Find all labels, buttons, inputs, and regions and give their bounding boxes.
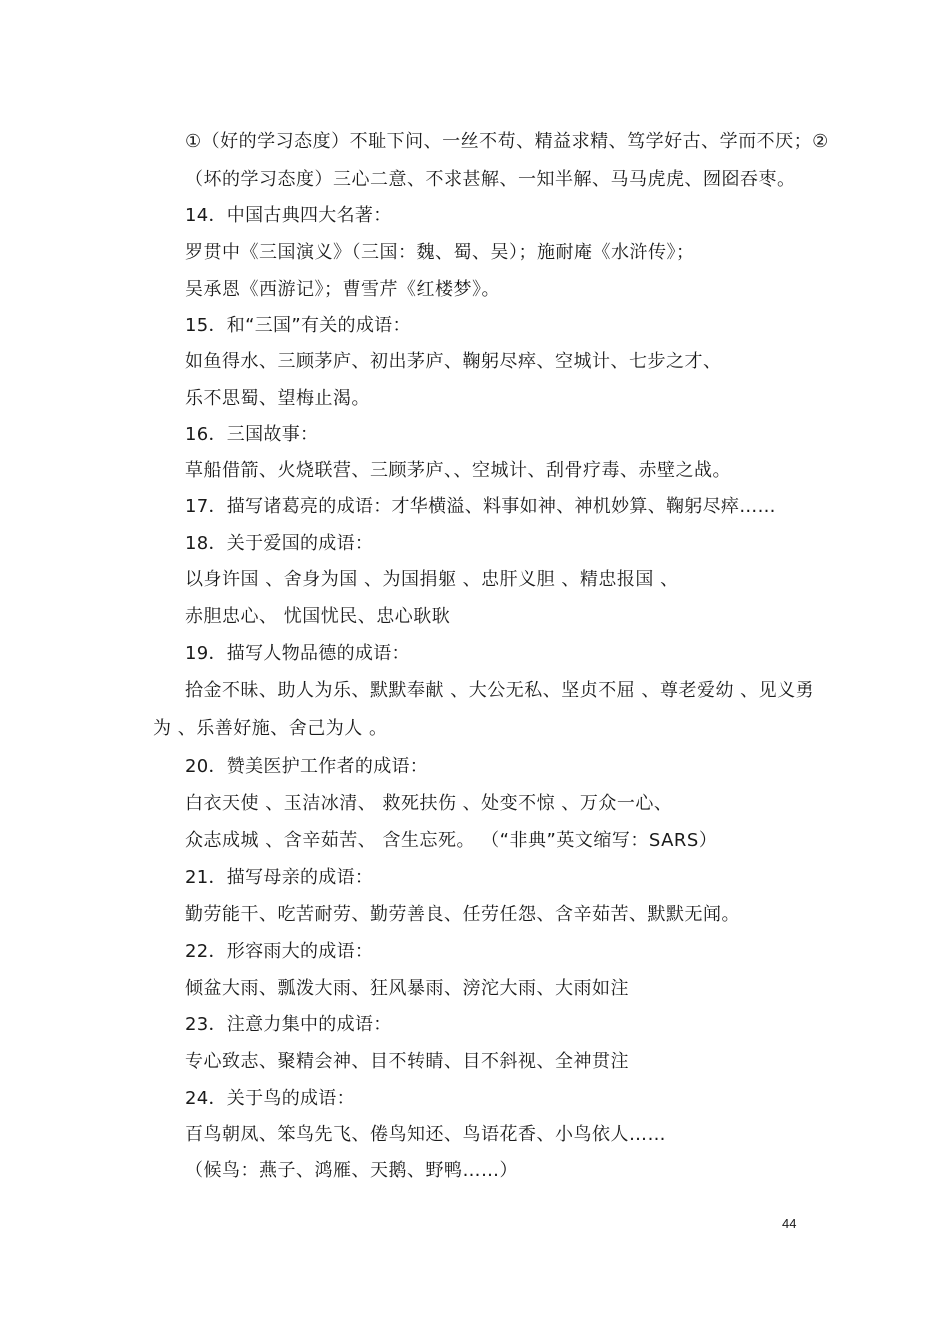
text-line-medical-2: 众志成城 、含辛茹苦、 含生忘死。 （“非典”英文缩写：SARS）: [185, 830, 718, 851]
text-line-classics-1: 罗贯中《三国演义》（三国：魏、蜀、吴）；施耐庵《水浒传》；: [185, 242, 695, 263]
heading-22: 22．形容雨大的成语：: [185, 941, 374, 962]
text-line-three-kingdoms-idioms-1: 如鱼得水、三顾茅庐、初出茅庐、鞠躬尽瘁、空城计、七步之才、: [185, 351, 722, 372]
text-line-birds: 百鸟朝凤、笨鸟先飞、倦鸟知还、鸟语花香、小鸟依人……: [185, 1124, 666, 1145]
heading-16: 16．三国故事：: [185, 424, 319, 445]
text-line-patriotism-2: 赤胆忠心、 忧国忧民、忠心耿耿: [185, 606, 451, 627]
text-line-mother: 勤劳能干、吃苦耐劳、勤劳善良、任劳任怨、含辛茹苦、默默无闻。: [185, 904, 740, 925]
heading-20: 20．赞美医护工作者的成语：: [185, 756, 429, 777]
text-line-heavy-rain: 倾盆大雨、瓢泼大雨、狂风暴雨、滂沱大雨、大雨如注: [185, 978, 629, 999]
heading-24: 24．关于鸟的成语：: [185, 1088, 355, 1109]
text-line-virtue-1: 拾金不昧、助人为乐、默默奉献 、大公无私、坚贞不屈 、尊老爱幼 、见义勇: [185, 680, 815, 701]
text-line-study-attitude: ①（好的学习态度）不耻下问、一丝不苟、精益求精、笃学好古、学而不厌；②: [185, 131, 829, 152]
heading-17: 17．描写诸葛亮的成语：才华横溢、料事如神、神机妙算、鞠躬尽瘁……: [185, 496, 776, 517]
page-number: 44: [782, 1216, 797, 1231]
heading-14: 14．中国古典四大名著：: [185, 205, 392, 226]
text-line-three-kingdoms-idioms-2: 乐不思蜀、望梅止渴。: [185, 388, 370, 409]
text-line-three-kingdoms-stories: 草船借箭、火烧联营、三顾茅庐、、空城计、刮骨疗毒、赤壁之战。: [185, 460, 731, 481]
text-line-patriotism-1: 以身许国 、舍身为国 、为国捐躯 、忠肝义胆 、精忠报国 、: [185, 569, 679, 590]
text-line-classics-2: 吴承恩《西游记》；曹雪芹《红楼梦》。: [185, 279, 500, 300]
text-line-medical-1: 白衣天使 、玉洁冰清、 救死扶伤 、处变不惊 、万众一心、: [185, 793, 673, 814]
heading-18: 18．关于爱国的成语：: [185, 533, 374, 554]
text-line-concentration: 专心致志、聚精会神、目不转睛、目不斜视、全神贯注: [185, 1051, 629, 1072]
heading-21: 21．描写母亲的成语：: [185, 867, 374, 888]
text-line-bad-attitude: （坏的学习态度）三心二意、不求甚解、一知半解、马马虎虎、囫囵吞枣。: [185, 169, 796, 190]
heading-15: 15．和“三国”有关的成语：: [185, 315, 411, 336]
text-line-migratory-birds: （候鸟：燕子、鸿雁、天鹅、野鸭……）: [185, 1160, 518, 1181]
heading-23: 23．注意力集中的成语：: [185, 1014, 392, 1035]
text-line-virtue-2: 为 、乐善好施、舍己为人 。: [153, 718, 388, 739]
heading-19: 19．描写人物品德的成语：: [185, 643, 410, 664]
